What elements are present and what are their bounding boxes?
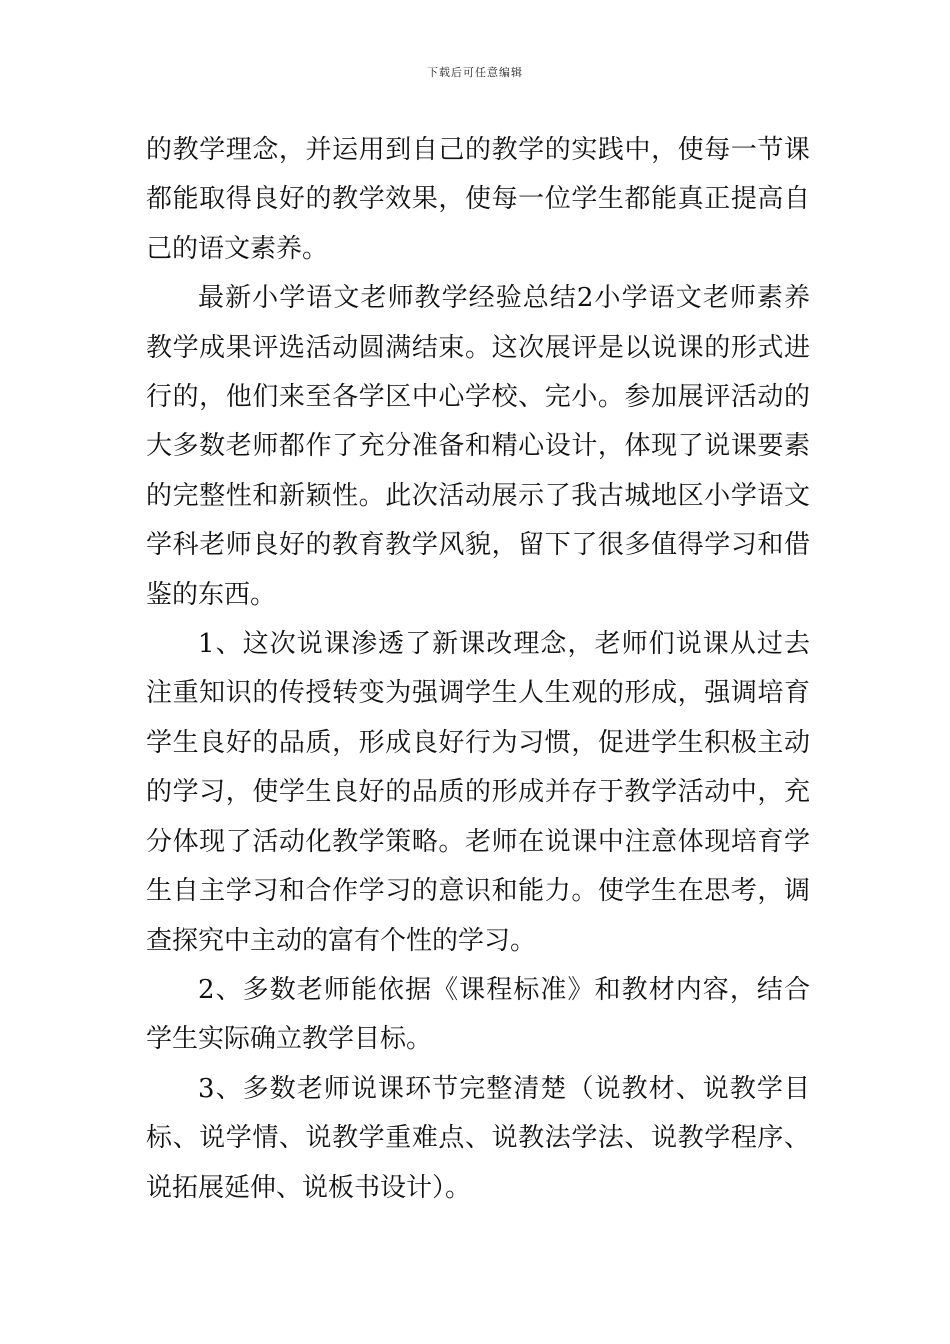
paragraph-5: 3、多数老师说课环节完整清楚（说教材、说教学目标、说学情、说教学重难点、说教法学法、说教学程序、说拓展延伸、说板书设计）。 <box>146 1073 810 1203</box>
paragraph-4: 2、多数老师能依据《课程标准》和教材内容，结合学生实际确立教学目标。 <box>146 974 810 1055</box>
paragraph-1: 的教学理念，并运用到自己的教学的实践中，使每一节课都能取得良好的教学效果，使每一位学生都能真正提高自己的语文素养。 <box>146 135 810 264</box>
paragraph-2: 最新小学语文老师教学经验总结2小学语文老师素养教学成果评选活动圆满结束。这次展评是以说课的形式进行的，他们来至各学区中心学校、完小。参加展评活动的大多数老师都作了充分准备和精心设计，体现了说课要素的完整性和新颖性。此次活动展示了我古城地区小学语文学科老师良好的教育教学风貌，留下了很多值得学习和借鉴的东西。 <box>146 283 810 610</box>
document-body <box>146 126 810 1213</box>
page-header: 下载后可任意编辑 <box>427 66 523 79</box>
paragraph-3: 1、这次说课渗透了新课改理念，老师们说课从过去注重知识的传授转变为强调学生人生观的形成，强调培育学生良好的品质，形成良好行为习惯，促进学生积极主动的学习，使学生良好的品质的形成并存于教学活动中，充分体现了活动化教学策略。老师在说课中注意体现培育学生自主学习和合作学习的意识和能力。使学生在思考，调查探究中主动的富有个性的学习。 <box>146 629 810 956</box>
